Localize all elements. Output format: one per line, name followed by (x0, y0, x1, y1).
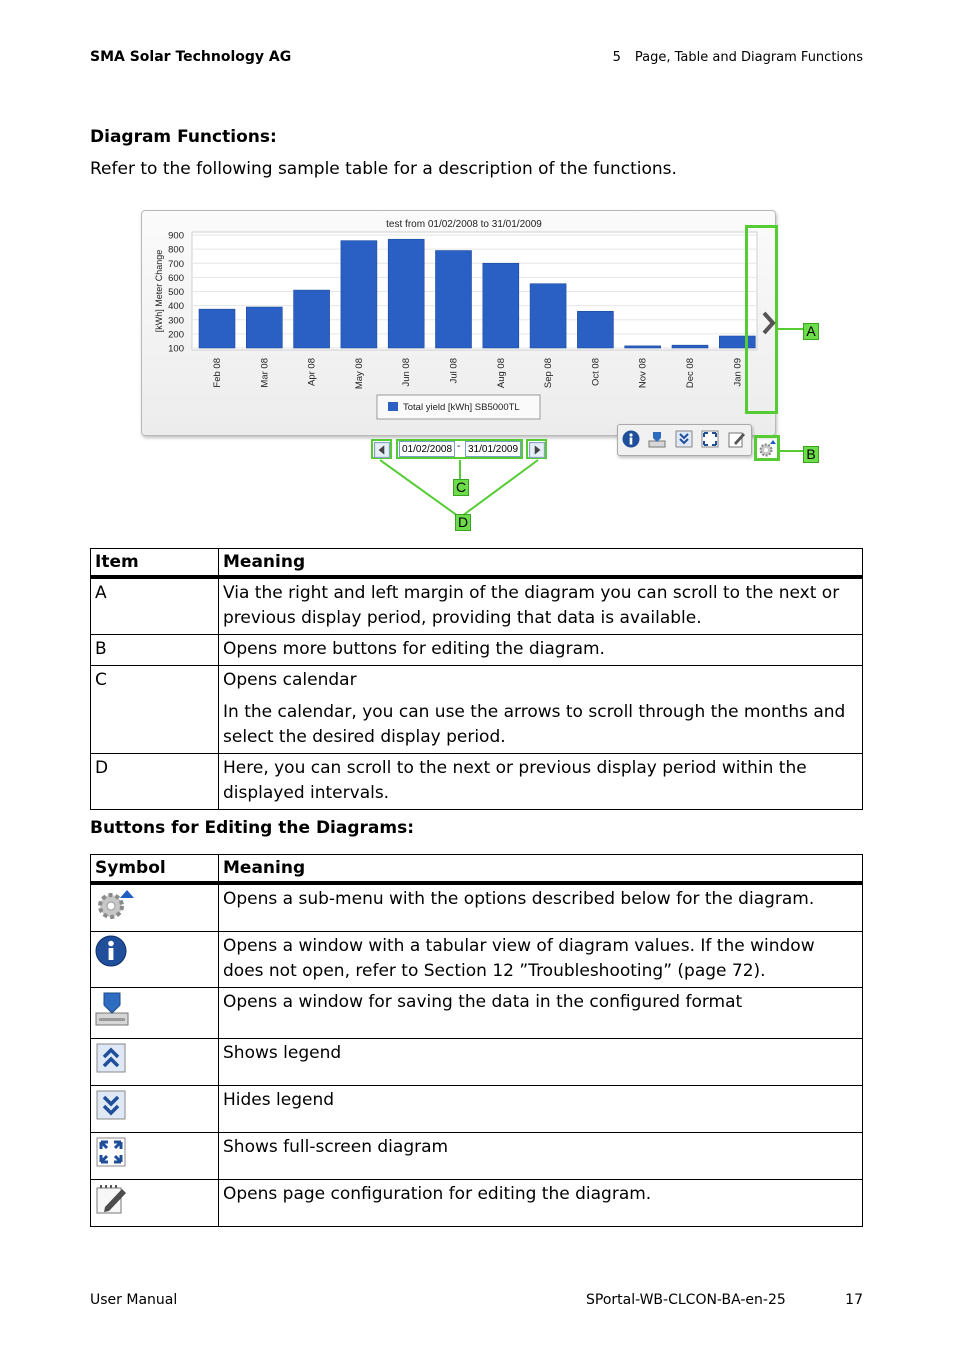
meaning-cell: Opens a sub-menu with the options described below for the diagram. (219, 883, 863, 932)
header-chapter (613, 50, 863, 65)
footer-left: User Manual (90, 1292, 178, 1308)
table-row (91, 1133, 863, 1180)
fullscreen-icon[interactable] (701, 430, 719, 448)
meaning-cell: Opens a window for saving the data in the configured format (219, 988, 863, 1039)
gear-up-icon (95, 888, 137, 920)
meaning-cell: Hides legend (219, 1086, 863, 1133)
bar (672, 345, 708, 348)
symbol-cell (91, 988, 219, 1039)
x-tick-label: Jan 09 (732, 358, 744, 387)
y-tick-label: 800 (168, 244, 184, 256)
edit-page-icon[interactable] (728, 430, 746, 448)
symbol-cell (91, 1133, 219, 1180)
x-tick-label: Aug 08 (495, 358, 507, 389)
save-icon (95, 991, 129, 1027)
table-row (91, 932, 863, 988)
y-tick-label: 500 (168, 287, 184, 298)
table-row (91, 754, 863, 810)
intro-text: Refer to the following sample table for a description of the functions. (90, 159, 677, 179)
table-row (91, 1086, 863, 1133)
items-header-item: Item (91, 549, 219, 578)
buttons-header-meaning: Meaning (219, 855, 863, 884)
legend-label: Total yield [kWh] SB5000TL (403, 402, 520, 413)
save-icon[interactable] (648, 430, 666, 448)
show-legend-icon (95, 1042, 127, 1074)
table-row (91, 1039, 863, 1086)
chapter-title: Page, Table and Diagram Functions (634, 50, 863, 65)
footer-page-number: 17 (845, 1292, 863, 1308)
meaning-cell: Shows full-screen diagram (219, 1133, 863, 1180)
x-tick-label: Jul 08 (448, 358, 460, 384)
bar (530, 284, 566, 348)
y-tick-label: 600 (168, 272, 184, 284)
next-period-button[interactable] (529, 442, 545, 458)
table-row (91, 577, 863, 635)
section-title-buttons: Buttons for Editing the Diagrams: (90, 818, 415, 838)
y-tick-label: 200 (168, 329, 184, 341)
items-header-meaning: Meaning (219, 549, 863, 578)
x-tick-label: Oct 08 (590, 358, 602, 386)
y-tick-label: 100 (168, 343, 184, 355)
y-tick-labels (168, 231, 184, 355)
gear-up-icon[interactable] (758, 439, 777, 458)
meaning-cell (219, 666, 863, 754)
callout-a: A (803, 323, 819, 340)
date-to-field[interactable]: 31/01/2009 (465, 441, 521, 457)
symbol-cell (91, 932, 219, 988)
meaning-cell: Opens more buttons for editing the diagram. (219, 635, 863, 666)
table-row (91, 635, 863, 666)
bar (341, 241, 377, 348)
y-tick-label: 700 (168, 258, 184, 270)
bar (577, 311, 613, 348)
x-tick-label: Mar 08 (259, 358, 271, 388)
item-cell: B (91, 635, 219, 666)
x-tick-label: Jun 08 (401, 358, 413, 387)
symbol-cell (91, 1039, 219, 1086)
info-icon[interactable] (622, 430, 640, 448)
legend-swatch (388, 402, 398, 411)
x-tick-label: Dec 08 (685, 358, 696, 389)
table-row (91, 883, 863, 932)
x-tick-labels (212, 358, 743, 389)
items-table (90, 548, 863, 810)
date-from-field[interactable]: 01/02/2008 (399, 441, 455, 457)
bar (246, 307, 282, 348)
bar (625, 346, 661, 348)
chart-title: test from 01/02/2008 to 31/01/2009 (386, 219, 542, 230)
item-cell: C (91, 666, 219, 754)
footer-doc-id: SPortal-WB-CLCON-BA-en-25 (586, 1292, 786, 1308)
meaning-cell: Opens page configuration for editing the diagram. (219, 1180, 863, 1227)
bar (483, 263, 519, 348)
bar (436, 251, 472, 348)
symbol-cell (91, 1180, 219, 1227)
y-axis-label: [kWh] Meter Change (154, 249, 164, 333)
item-cell: D (91, 754, 219, 810)
info-icon (95, 935, 127, 967)
meaning-cell: Here, you can scroll to the next or previous display period within the displayed intervals. (219, 754, 863, 810)
bar (199, 309, 235, 348)
x-tick-label: Nov 08 (637, 358, 649, 389)
meaning-cell: Shows legend (219, 1039, 863, 1086)
symbol-cell (91, 1086, 219, 1133)
bar (388, 239, 424, 348)
meaning-cell: Opens a window with a tabular view of diagram values. If the window does not open, refer to Section 12 ”Troubleshooting” (page 72). (219, 932, 863, 988)
header-company: SMA Solar Technology AG (90, 49, 292, 65)
edit-page-icon (95, 1183, 127, 1215)
callout-c: C (453, 479, 469, 496)
table-row (91, 1180, 863, 1227)
chapter-number: 5 (612, 50, 621, 65)
section-title-diagram-functions: Diagram Functions: (90, 127, 277, 147)
y-tick-label: 300 (168, 315, 184, 327)
table-row (91, 988, 863, 1039)
meaning-text: Opens calendar (223, 670, 357, 690)
prev-period-button[interactable] (374, 442, 390, 458)
y-tick-label: 400 (168, 301, 184, 313)
x-tick-label: Feb 08 (212, 358, 223, 388)
hide-legend-icon[interactable] (675, 430, 693, 448)
symbol-cell (91, 883, 219, 932)
date-separator: - (457, 441, 461, 452)
buttons-table (90, 854, 863, 1227)
chart-svg (141, 210, 774, 434)
item-cell: A (91, 577, 219, 635)
meaning-text-2: In the calendar, you can use the arrows to scroll through the months and select the desired display period. (223, 702, 846, 747)
callout-d: D (455, 514, 471, 531)
chevron-right-icon[interactable] (760, 310, 778, 336)
x-tick-label: May 08 (353, 358, 365, 390)
x-tick-label: Apr 08 (306, 358, 318, 386)
meaning-cell: Via the right and left margin of the diagram you can scroll to the next or previous display period, providing that data is available. (219, 577, 863, 635)
bar (294, 290, 330, 348)
callout-b: B (803, 446, 819, 463)
table-row (91, 666, 863, 754)
buttons-header-symbol: Symbol (91, 855, 219, 884)
hide-legend-icon (95, 1089, 127, 1121)
x-tick-label: Sep 08 (543, 358, 555, 389)
y-tick-label: 900 (168, 230, 184, 242)
fullscreen-icon (95, 1136, 127, 1168)
